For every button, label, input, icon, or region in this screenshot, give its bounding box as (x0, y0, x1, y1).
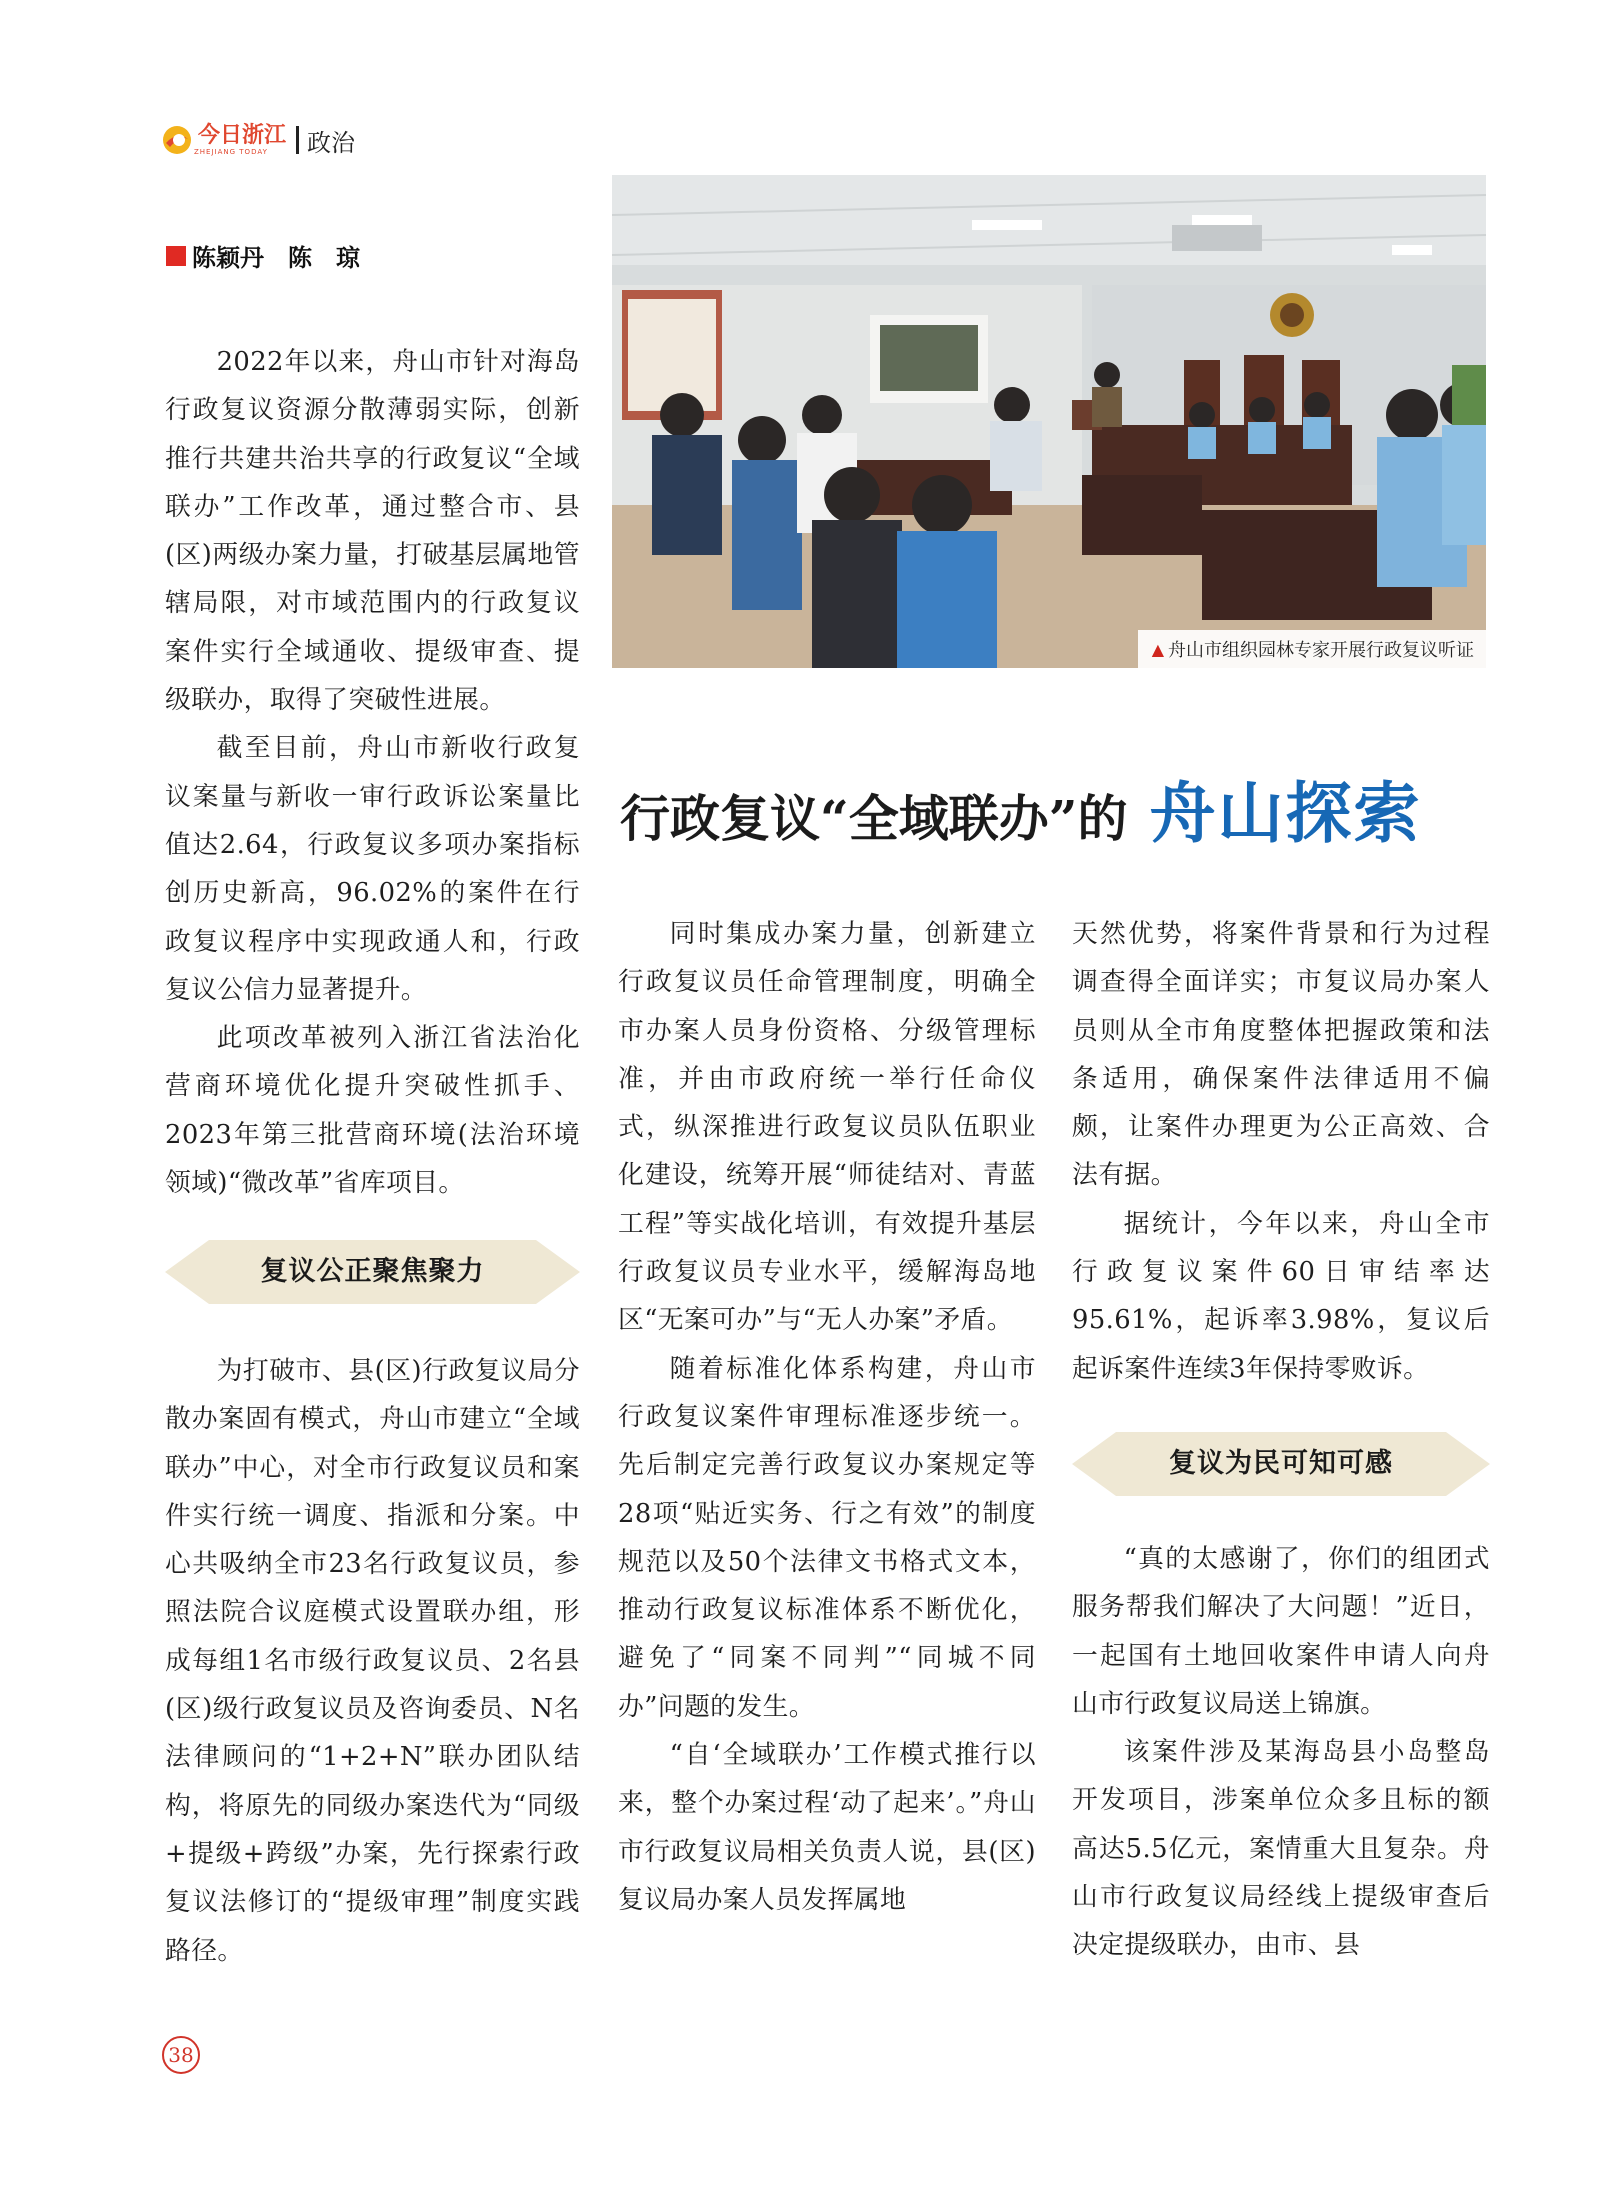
byline (166, 238, 360, 273)
paragraph: “自‘全域联办’工作模式推行以来，整个办案过程‘动了起来’。”舟山市行政复议局相关负责人说，县(区)复议局办案人员发挥属地 (618, 1740, 1036, 1915)
column-3-bottom (1072, 1535, 1490, 1970)
subheading-text: 复议公正聚焦聚力 (260, 1256, 485, 1287)
paragraph: 据统计，今年以来，舟山全市行政复议案件60日审结率达95.61%，起诉率3.98%，复议后起诉案件连续3年保持零败诉。 (1072, 1208, 1490, 1384)
column-3-top (1072, 910, 1490, 1393)
paragraph: 截至目前，舟山市新收行政复议案量与新收一审行政诉讼案量比值达2.64，行政复议多项办案指标创历史新高，96.02%的案件在行政复议程序中实现政通人和，行政复议公信力显著提升。 (165, 733, 580, 1005)
paragraph: 为打破市、县(区)行政复议局分散办案固有模式，舟山市建立“全域联办”中心，对全市行政复议员和案件实行统一调度、指派和分案。中心共吸纳全市23名行政复议员，参照法院合议庭模式设置联办组，形成每组1名市级行政复议员、2名县(区)级行政复议员及咨询委员、N名法律顾问的“1+2+N”联办团队结构，将原先的同级办案迭代为“同级+提级+跨级”办案，先行探索行政复议法修订的“提级审理”制度实践路径。 (165, 1356, 580, 1966)
column-2 (618, 910, 1036, 1924)
paragraph: 2022年以来，舟山市针对海岛行政复议资源分散薄弱实际，创新推行共建共治共享的行政复议“全域联办”工作改革，通过整合市、县(区)两级办案力量，打破基层属地管辖局限，对市域范围内的行政复议案件实行全域通收、提级审查、提级联办，取得了突破性进展。 (165, 347, 580, 716)
paragraph: “真的太感谢了，你们的组团式服务帮我们解决了大问题！”近日，一起国有土地回收案件申请人向舟山市行政复议局送上锦旗。 (1072, 1544, 1490, 1719)
logo-wordmark: 今日浙江 (198, 122, 287, 148)
hearing-room-illustration (612, 175, 1486, 668)
header-divider (296, 126, 299, 154)
paragraph: 随着标准化体系构建，舟山市行政复议案件审理标准逐步统一。先后制定完善行政复议办案规定等28项“贴近实务、行之有效”的制度规范以及50个法律文书格式文本，推动行政复议标准体系不断优化，避免了“同案不同判”“同城不同办”问题的发生。 (618, 1353, 1036, 1722)
title-highlight: 舟山探索 (1149, 775, 1422, 852)
title-main: 行政复议“全域联办”的 (620, 789, 1128, 848)
subheading-text: 复议为民可知可感 (1169, 1448, 1393, 1479)
article-title (620, 760, 1500, 850)
paragraph: 此项改革被列入浙江省法治化营商环境优化提升突破性抓手、2023年第三批营商环境(法治环境领域)“微改革”省库项目。 (165, 1023, 580, 1199)
logo-subtitle: ZHEJIANG TODAY (194, 148, 268, 156)
hearing-photo (612, 175, 1486, 668)
subheading-fairness (165, 1236, 580, 1308)
photo-caption (1138, 630, 1486, 668)
byline-authors: 陈颖丹 陈 琼 (192, 244, 360, 272)
photo-caption-text: 舟山市组织园林专家开展行政复议听证 (1168, 640, 1474, 661)
sun-logo-icon (160, 123, 194, 157)
caption-triangle-icon: ▲ (1151, 639, 1164, 659)
byline-marker-icon (166, 246, 186, 266)
paragraph: 该案件涉及某海岛县小岛整岛开发项目，涉案单位众多且标的额高达5.5亿元，案情重大且复杂。舟山市行政复议局经线上提级审查后决定提级联办，由市、县 (1072, 1737, 1490, 1961)
paragraph: 同时集成办案力量，创新建立行政复议员任命管理制度，明确全市办案人员身份资格、分级管理标准，并由市政府统一举行任命仪式，纵深推进行政复议员队伍职业化建设，统筹开展“师徒结对、青蓝工程”等实战化培训，有效提升基层行政复议员专业水平，缓解海岛地区“无案可办”与“无人办案”矛盾。 (618, 919, 1036, 1336)
column-1-bottom (165, 1347, 580, 1975)
subheading-people (1072, 1428, 1490, 1500)
magazine-brand (160, 118, 355, 162)
page-number: 38 (162, 2036, 200, 2074)
column-1-top (165, 338, 580, 1207)
paragraph: 天然优势，将案件背景和行为过程调查得全面详实；市复议局办案人员则从全市角度整体把握政策和法条适用，确保案件法律适用不偏颇，让案件办理更为公正高效、合法有据。 (1072, 919, 1490, 1191)
section-label: 政治 (307, 128, 356, 157)
